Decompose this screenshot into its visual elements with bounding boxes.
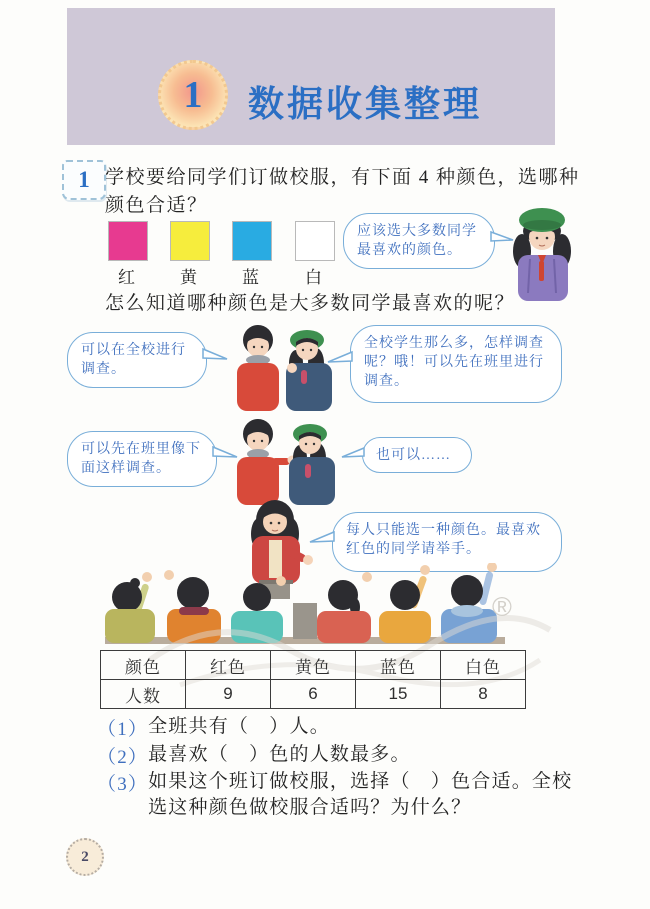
color-swatch-red: [108, 221, 148, 261]
speech-bubble-school-survey: 可以在全校进行调查。: [67, 332, 207, 388]
question-2-text: 最喜欢（ ）色的人数最多。: [148, 744, 411, 765]
bubble-tail: [308, 528, 336, 546]
table-cell: 黄色: [271, 651, 356, 680]
table-cell: 蓝色: [356, 651, 441, 680]
bubble-tail: [201, 345, 229, 363]
table-data-row: [101, 680, 526, 709]
page-number-badge: [66, 838, 104, 876]
table-cell: 红色: [186, 651, 271, 680]
table-cell: 9: [186, 680, 271, 709]
example-book-icon: [62, 160, 106, 200]
speech-bubble-advice: 应该选大多数同学最喜欢的颜色。: [343, 213, 495, 269]
speech-bubble-teacher: 每人只能选一种颜色。最喜欢红色的同学请举手。: [332, 512, 562, 572]
table-cell: 15: [356, 680, 441, 709]
registered-trademark: ®: [492, 592, 512, 622]
intro-text-line1: 学校要给同学们订做校服，有下面 4 种颜色，选哪种: [105, 167, 580, 188]
color-swatch-yellow: [170, 221, 210, 261]
question-1-text: 全班共有（ ）人。: [148, 716, 330, 737]
unit-number: 1: [183, 74, 203, 116]
table-header-row: [101, 651, 526, 680]
table-cell: 白色: [441, 651, 526, 680]
swatch-label-yellow: 黄: [180, 268, 197, 287]
unit-title: 数据收集整理: [248, 84, 483, 124]
unit-number-badge: [158, 60, 228, 130]
table-cell: 8: [441, 680, 526, 709]
table-cell: 颜色: [101, 651, 186, 680]
intro-text-line2: 颜色合适？: [105, 195, 208, 216]
speech-bubble-how-survey: 全校学生那么多，怎样调查呢？哦！可以先在班里进行调查。: [350, 325, 562, 403]
color-swatch-blue: [232, 221, 272, 261]
question-2-number: （2）: [97, 747, 149, 768]
question-1: [97, 714, 586, 741]
swatch-label-blue: 蓝: [242, 268, 259, 287]
question-2: [97, 742, 586, 769]
bubble-tail: [326, 348, 354, 366]
swatch-label-red: 红: [118, 268, 135, 287]
table-cell: 人数: [101, 680, 186, 709]
bubble-tail: [340, 445, 366, 461]
example-number: 1: [78, 167, 90, 192]
color-swatch-white: [295, 221, 335, 261]
table-cell: 6: [271, 680, 356, 709]
page-number: 2: [81, 848, 89, 865]
speech-bubble-also-ok: 也可以……: [362, 437, 472, 473]
swatch-label-white: 白: [305, 268, 322, 287]
question-1-number: （1）: [97, 719, 149, 740]
question-3: [97, 769, 586, 821]
question-3-number: （3）: [97, 774, 149, 795]
question-3-text: 如果这个班订做校服，选择（ ）色合适。全校选这种颜色做校服合适吗？为什么？: [148, 771, 573, 818]
survey-result-table: [100, 650, 526, 709]
question-line: 怎么知道哪种颜色是大多数同学最喜欢的呢？: [105, 293, 516, 314]
speech-bubble-class-survey: 可以先在班里像下面这样调查。: [67, 431, 217, 487]
